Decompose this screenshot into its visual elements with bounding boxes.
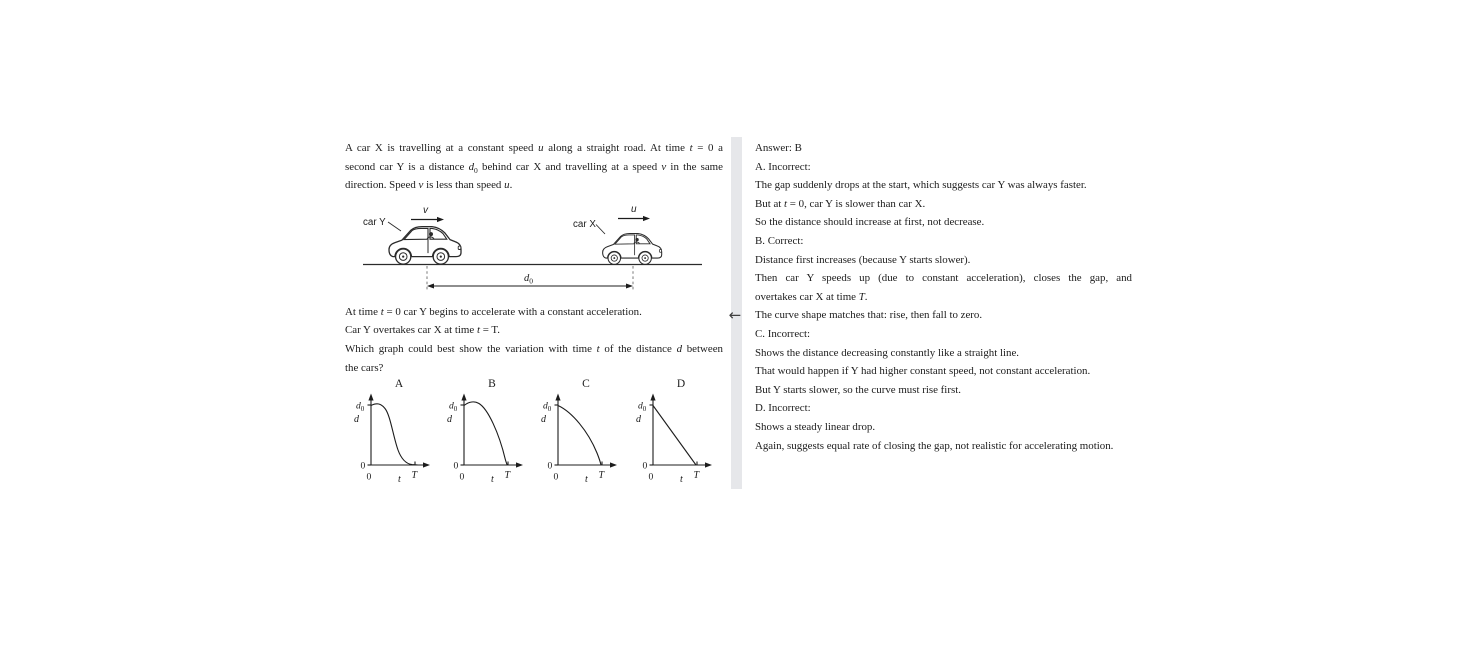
car-x-label: car X — [573, 218, 596, 230]
question-text-line: At time t = 0 car Y begins to accelerate with a constant acceleration. — [345, 305, 642, 318]
v-speed-label: v — [423, 204, 428, 216]
option-letter-a: A — [394, 378, 404, 391]
answer-line: The curve shape matches that: rise, then fall to zero. — [755, 309, 983, 322]
answer-line: A. Incorrect: — [755, 160, 811, 173]
graph-b-plot — [446, 391, 526, 488]
question-panel — [345, 139, 723, 489]
option-graph-c[interactable] — [540, 377, 620, 488]
u-speed-label: u — [631, 203, 637, 215]
question-text-line: Car Y overtakes car X at time t = T. — [345, 324, 500, 337]
option-graph-d[interactable] — [635, 377, 715, 488]
answer-line: Shows a steady linear drop. — [755, 420, 876, 433]
answer-line: So the distance should increase at first, not decrease. — [755, 216, 985, 229]
question-text-line: direction. Speed v is less than speed u. — [345, 179, 513, 192]
d0-distance-label: $d_0$ — [524, 272, 533, 286]
graph-d-curve — [653, 406, 696, 466]
graph-c-curve — [558, 406, 601, 466]
option-letter-b: B — [488, 378, 496, 391]
graph-a-curve — [371, 404, 418, 465]
answer-line: Shows the distance decreasing constantly like a straight line. — [755, 346, 1020, 359]
graph-c-plot — [540, 391, 620, 488]
answer-line: B. Correct: — [755, 234, 804, 247]
option-letter-c: C — [582, 378, 590, 391]
v-arrowhead — [437, 217, 444, 222]
answer-line: But at t = 0, car Y is slower than car X. — [755, 197, 926, 210]
question-text-line: Which graph could best show the variation with time t of the distance d between — [345, 342, 723, 355]
question-text-line: the cars? — [345, 361, 384, 374]
answer-line: D. Incorrect: — [755, 402, 811, 415]
car-x-leader-line — [596, 224, 605, 234]
u-arrowhead — [643, 216, 650, 221]
car-y-figure — [389, 226, 461, 264]
question-text-line: A car X is travelling at a constant speed u along a straight road. At time t = 0 a — [345, 142, 723, 154]
d0-arrowhead-right — [626, 283, 633, 288]
car-y-leader-line — [388, 222, 401, 231]
answer-line: The gap suddenly drops at the start, which suggests car Y was always faster. — [755, 179, 1087, 192]
graph-b-curve — [464, 402, 507, 465]
answer-line: Answer: B — [755, 142, 802, 154]
option-graph-a[interactable] — [353, 377, 433, 488]
back-arrow-icon[interactable]: ← — [728, 306, 742, 324]
question-text-line: second car Y is a distance $d_0$ behind car X and travelling at a speed v in the same — [345, 160, 723, 175]
graph-a-plot — [353, 391, 433, 488]
option-letter-d: D — [676, 378, 686, 391]
answer-line: overtakes car X at time T. — [755, 290, 868, 303]
answer-line: Distance first increases (because Y starts slower). — [755, 253, 971, 266]
answer-options-graphs — [345, 377, 723, 489]
car-x-figure — [603, 233, 662, 264]
answer-line: That would happen if Y had higher constant speed, not constant acceleration. — [755, 365, 1091, 378]
car-y-label: car Y — [363, 216, 386, 228]
option-graph-b[interactable] — [446, 377, 526, 488]
answer-line: C. Incorrect: — [755, 327, 811, 340]
answer-line: Then car Y speeds up (due to constant acceleration), closes the gap, and — [755, 272, 1132, 285]
graph-d-plot — [635, 391, 715, 488]
answer-panel — [755, 139, 1132, 455]
two-cars-diagram — [345, 200, 723, 297]
answer-line: But Y starts slower, so the curve must rise first. — [755, 383, 961, 396]
answer-line: Again, suggests equal rate of closing the gap, not realistic for accelerating motion. — [755, 439, 1114, 452]
d0-arrowhead-left — [427, 283, 434, 288]
